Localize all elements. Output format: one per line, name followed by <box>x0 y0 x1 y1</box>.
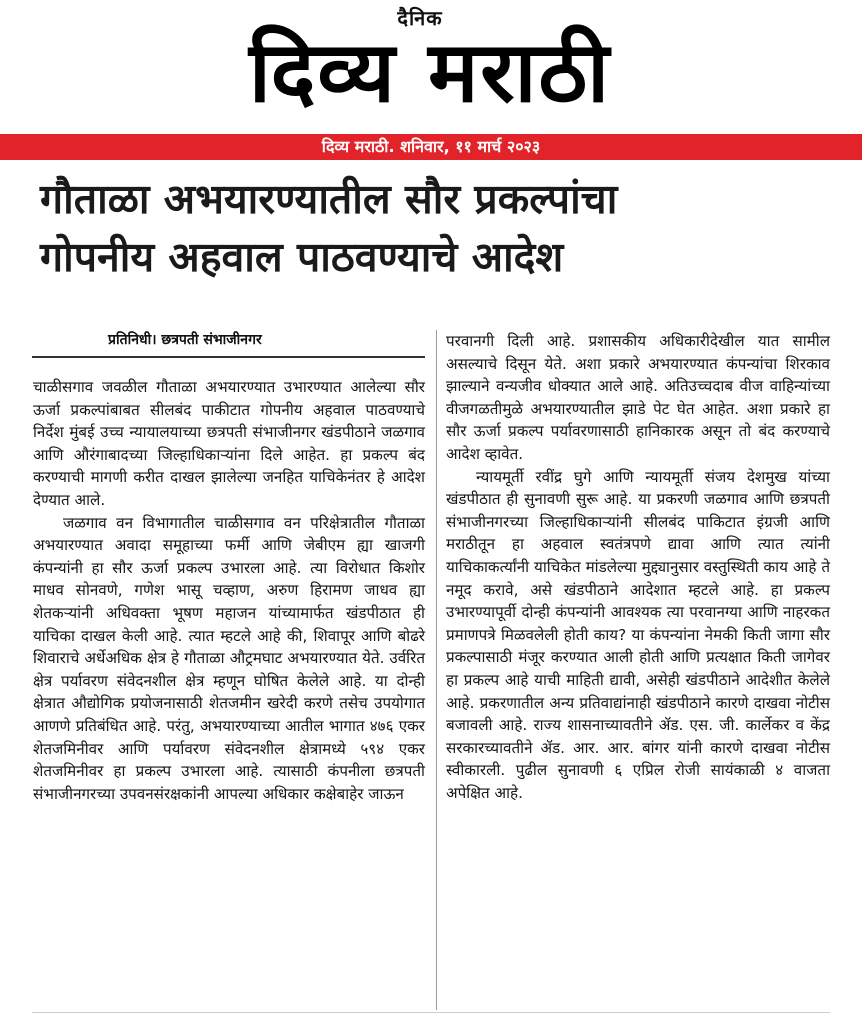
article-column-left <box>33 376 425 805</box>
article-paragraph: परवानगी दिली आहे. प्रशासकीय अधिकारीदेखील यात सामील असल्याचे दिसून येते. अशा प्रकारे अभयारण्यात कंपन्यांचा शिरकाव झाल्याने वन्यजीव धोक्यात आले आहे. अतिउच्चदाब वीज वाहिन्यांच्या वीजगळतीमुळे अभयारण्यातील झाडे पेट घेत आहेत. अशा प्रकारे हा सौर ऊर्जा प्रकल्प पर्यावरणासाठी हानिकारक असून तो बंद करण्याचे आदेश व्हावेत. <box>446 332 830 463</box>
masthead-daily-label: दैनिक <box>397 6 443 30</box>
article-paragraph: न्यायमूर्ती रवींद्र घुगे आणि न्यायमूर्ती संजय देशमुख यांच्या खंडपीठात ही सुनावणी सुरू आहे. या प्रकरणी जळगाव आणि छत्रपती संभाजीनगरच्या जिल्हाधिकाऱ्यांनी सीलबंद पाकिटात इंग्रजी आणि मराठीतून हा अहवाल स्वतंत्रपणे द्यावा आणि त्यात त्यांनी याचिकाकर्त्यांनी याचिकेत मांडलेल्या मुद्द्यानुसार वस्तुस्थिती काय आहे ते नमूद करावे, असे खंडपीठाने आदेशात म्हटले आहे. हा प्रकल्प उभारण्यापूर्वी दोन्ही कंपन्यांनी आवश्यक त्या परवानग्या आणि नाहरकत प्रमाणपत्रे मिळवलेली होती काय? या कंपन्यांना नेमकी किती जागा सौर प्रकल्पासाठी मंजूर करण्यात आली होती आणि प्रत्यक्षात किती जागेवर हा प्रकल्प आहे याची माहिती द्यावी, असेही खंडपीठाने आदेशीत केलेले आहे. प्रकरणातील अन्य प्रतिवाद्यांनाही खंडपीठाने कारणे दाखवा नोटीस बजावली आहे. राज्य शासनाच्यावतीने ॲड. एस. जी. कार्लेकर व केंद्र सरकारच्यावतीने ॲड. आर. आर. बांगर यांनी कारणे दाखवा नोटीस स्वीकारली. पुढील सुनावणी ६ एप्रिल रोजी सायंकाळी ४ वाजता अपेक्षित आहे. <box>446 467 830 802</box>
article-paragraph: जळगाव वन विभागातील चाळीसगाव वन परिक्षेत्रातील गौताळा अभयारण्यात अवादा समूहाच्या फर्मी आणि जेबीएम ह्या खाजगी कंपन्यांनी हा सौर ऊर्जा प्रकल्प उभारला आहे. त्या विरोधात किशोर माधव सोनवणे, गणेश भासू चव्हाण, अरुण हिरामण जाधव ह्या शेतकऱ्यांनी अधिवक्ता भूषण महाजन यांच्यामार्फत खंडपीठात ही याचिका दाखल केली आहे. त्यात म्हटले आहे की, शिवापूर आणि बोढरे शिवाराचे अर्धेअधिक क्षेत्र हे गौताळा औट्रमघाट अभयारण्यात येते. उर्वरित क्षेत्र पर्यावरण संवेदनशील क्षेत्र म्हणून घोषित केलेले आहे. या दोन्ही क्षेत्रात औद्योगिक प्रयोजनासाठी शेतजमीन खरेदी करणे तसेच उपयोगात आणणे प्रतिबंधित आहे. परंतु, अभयारण्याच्या आतील भागात ४७६ एकर शेतजमिनीवर आणि पर्यावरण संवेदनशील क्षेत्रामध्ये ५९४ एकर शेतजमिनीवर हा प्रकल्प उभारला आहे. त्यासाठी कंपनीला छत्रपती संभाजीनगरच्या उपवनसंरक्षकांनी आपल्या अधिकार कक्षेबाहेर जाऊन <box>33 513 425 803</box>
article-column-right <box>446 330 830 804</box>
column-divider <box>436 330 437 1010</box>
bottom-divider <box>32 1012 830 1013</box>
headline-line-1: गौताळा अभयारण्यातील सौर प्रकल्पांचा <box>40 175 618 223</box>
masthead-title: दिव्य मराठी <box>249 23 611 121</box>
byline: प्रतिनिधी। छत्रपती संभाजीनगर <box>108 332 262 348</box>
headline <box>40 170 830 286</box>
headline-line-2: गोपनीय अहवाल पाठवण्याचे आदेश <box>40 233 564 281</box>
article-paragraph: चाळीसगाव जवळील गौताळा अभयारण्यात उभारण्यात आलेल्या सौर ऊर्जा प्रकल्पांबाबत सीलबंद पाकीटात गोपनीय अहवाल पाठवण्याचे निर्देश मुंबई उच्च न्यायालयाच्या छत्रपती संभाजीनगर खंडपीठाने जळगाव आणि औरंगाबादच्या जिल्हाधिकाऱ्यांना दिले आहेत. हा प्रकल्प बंद करण्याची मागणी करीत दाखल झालेल्या जनहित याचिकेनंतर हे आदेश देण्यात आले. <box>33 378 425 509</box>
dateline: दिव्य मराठी. शनिवार, ११ मार्च २०२३ <box>321 137 541 156</box>
byline-divider <box>32 356 425 358</box>
masthead <box>0 0 862 132</box>
dateline-bar <box>0 134 862 160</box>
